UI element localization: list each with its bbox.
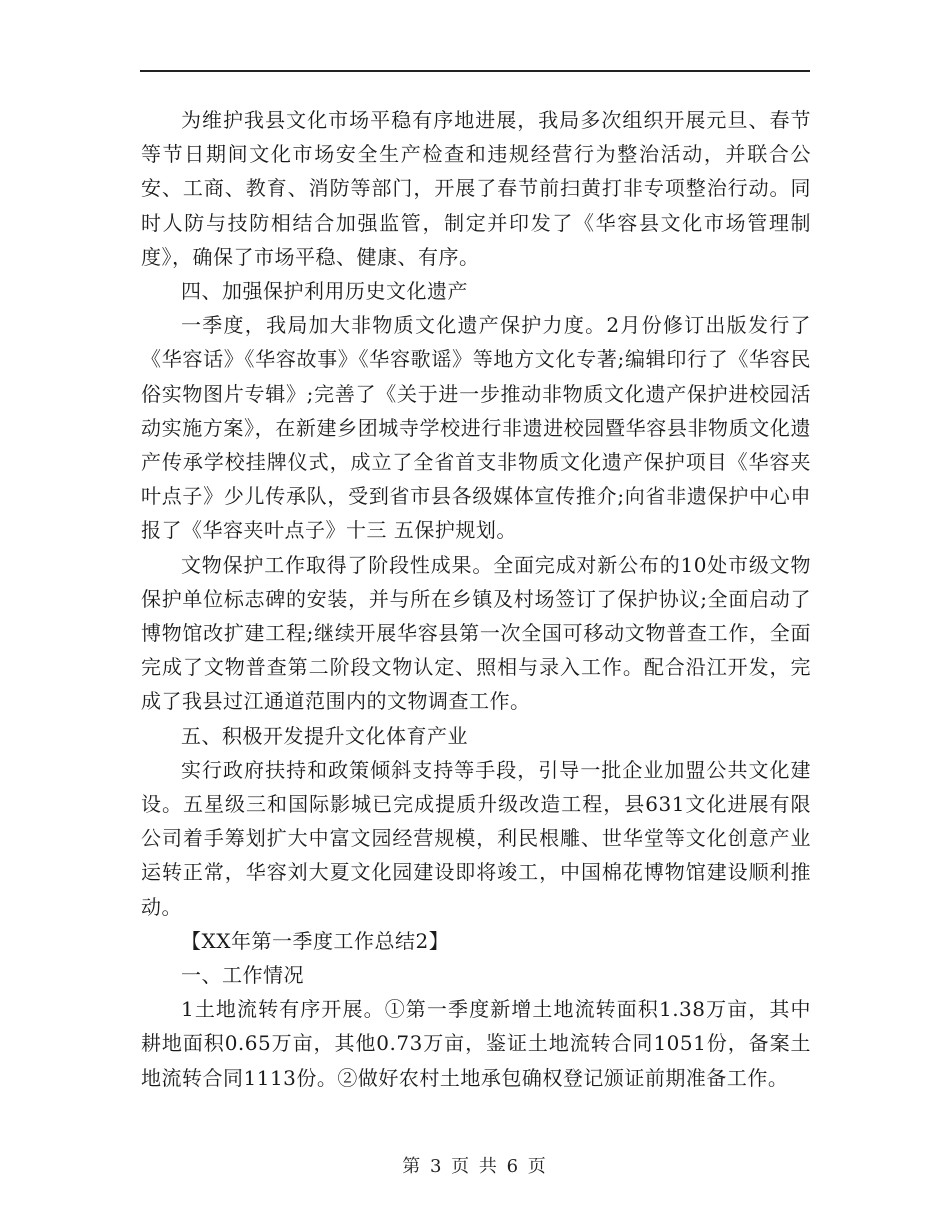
- summary-title: 【XX年第一季度工作总结2】: [181, 928, 450, 953]
- paragraph-market-regulation: 为维护我县文化市场平稳有序地进展，我局多次组织开展元旦、春节等节日期间文化市场安全生产检查和违规经营行为整治活动，并联合公安、工商、教育、消防等部门，开展了春节前扫黄打非专项整治行动。同时人防与技防相结合加强监管，制定并印发了《华容县文化市场管理制度》，确保了市场平稳、健康、有序。: [141, 108, 811, 269]
- header-rule: [140, 70, 810, 72]
- document-body: [141, 103, 811, 1095]
- section-heading-heritage: 四、加强保护利用历史文化遗产: [181, 279, 468, 304]
- paragraph-intangible-heritage: 一季度，我局加大非物质文化遗产保护力度。2月份修订出版发行了《华容话》《华容故事》《华容歌谣》等地方文化专著;编辑印行了《华容民俗实物图片专辑》;完善了《关于进一步推动非物质文化遗产保护进校园活动实施方案》，在新建乡团城寺学校进行非遗进校园暨华容县非物质文化遗产传承学校挂牌仪式，成立了全省首支非物质文化遗产保护项目《华容夹叶点子》少儿传承队，受到省市县各级媒体宣传推介;向省非遗保护中心申报了《华容夹叶点子》十三 五保护规划。: [141, 313, 811, 543]
- section-heading-work-status: 一、工作情况: [181, 963, 304, 988]
- paragraph-cultural-relics: 文物保护工作取得了阶段性成果。全面完成对新公布的10处市级文物保护单位标志碑的安装，并与所在乡镇及村场签订了保护协议;全面启动了博物馆改扩建工程;继续开展华容县第一次全国可移动文物普查工作，全面完成了文物普查第二阶段文物认定、照相与录入工作。配合沿江开发，完成了我县过江通道范围内的文物调查工作。: [141, 552, 811, 714]
- section-heading-industry: 五、积极开发提升文化体育产业: [181, 723, 468, 748]
- paragraph-cultural-industry: 实行政府扶持和政策倾斜支持等手段，引导一批企业加盟公共文化建设。五星级三和国际影城已完成提质升级改造工程，县631文化进展有限公司着手筹划扩大中富文园经营规模，利民根雕、世华堂等文化创意产业运转正常，华容刘大夏文化园建设即将竣工，中国棉花博物馆建设顺利推动。: [141, 757, 811, 919]
- paragraph-land-transfer: 1土地流转有序开展。①第一季度新增土地流转面积1.38万亩，其中耕地面积0.65万亩，其他0.73万亩，鉴证土地流转合同1051份，备案土地流转合同1113份。②做好农村土地承包确权登记颁证前期准备工作。: [141, 997, 811, 1090]
- page-number: 第 3 页 共 6 页: [402, 1156, 548, 1177]
